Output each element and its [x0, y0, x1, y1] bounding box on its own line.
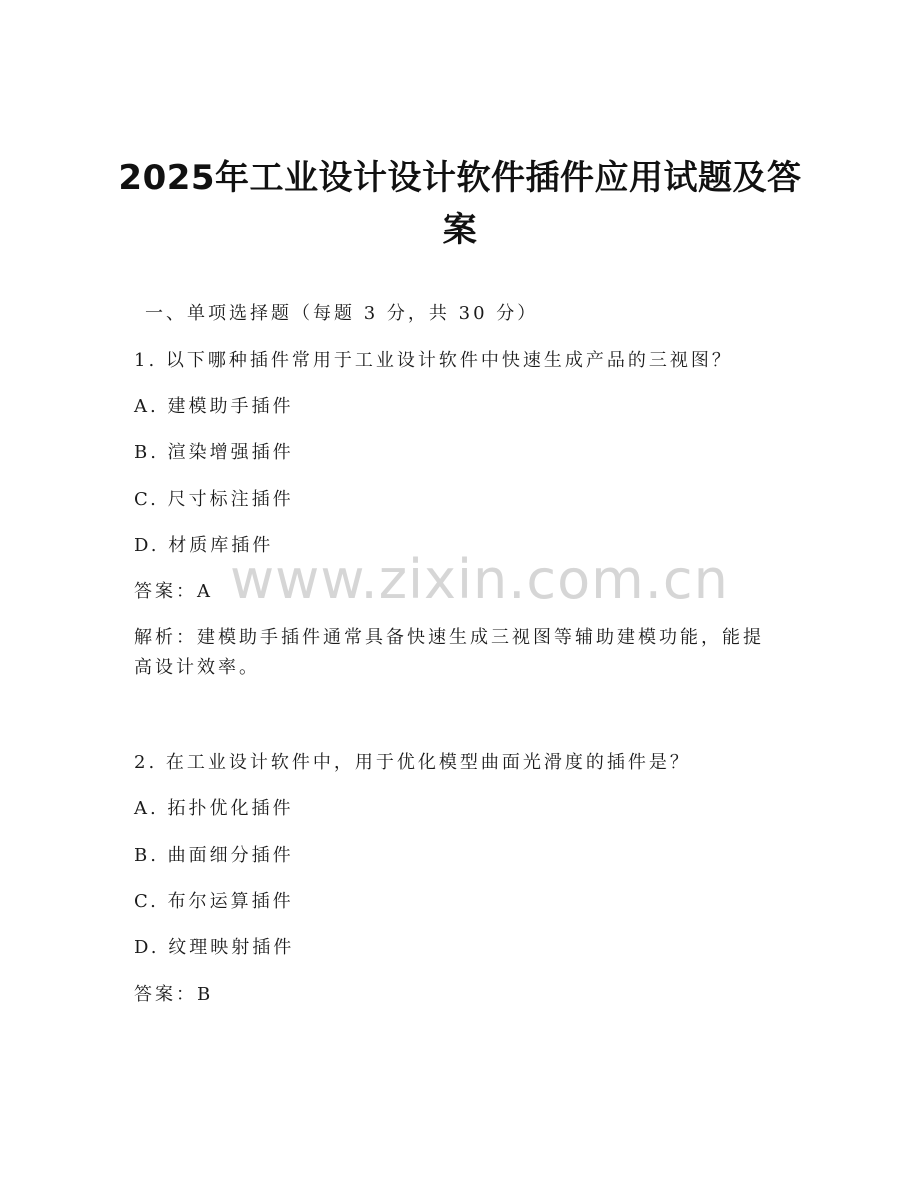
question-1-option-b: B. 渲染增强插件	[134, 442, 294, 463]
question-2-option-b: B. 曲面细分插件	[134, 845, 294, 866]
question-1-option-a: A. 建模助手插件	[134, 396, 294, 417]
question-1-stem: 1. 以下哪种插件常用于工业设计软件中快速生成产品的三视图？	[134, 350, 733, 371]
question-1-answer: 答案：A	[134, 581, 213, 602]
question-2-stem: 2. 在工业设计软件中，用于优化模型曲面光滑度的插件是？	[134, 752, 691, 773]
watermark-text: www.zixin.com.cn	[230, 548, 729, 611]
question-1-option-d: D. 材质库插件	[134, 535, 274, 556]
question-2-option-a: A. 拓扑优化插件	[134, 798, 294, 819]
question-2-option-d: D. 纹理映射插件	[134, 937, 295, 958]
section-heading: 一、单项选择题（每题 3 分，共 30 分）	[145, 303, 539, 324]
question-1-option-c: C. 尺寸标注插件	[134, 489, 294, 510]
document-title: 2025年工业设计设计软件插件应用试题及答案	[118, 158, 802, 250]
question-2-option-c: C. 布尔运算插件	[134, 891, 294, 912]
question-1-explanation: 解析：建模助手插件通常具备快速生成三视图等辅助建模功能，能提高设计效率。	[134, 627, 764, 678]
question-2-answer: 答案：B	[134, 984, 214, 1005]
